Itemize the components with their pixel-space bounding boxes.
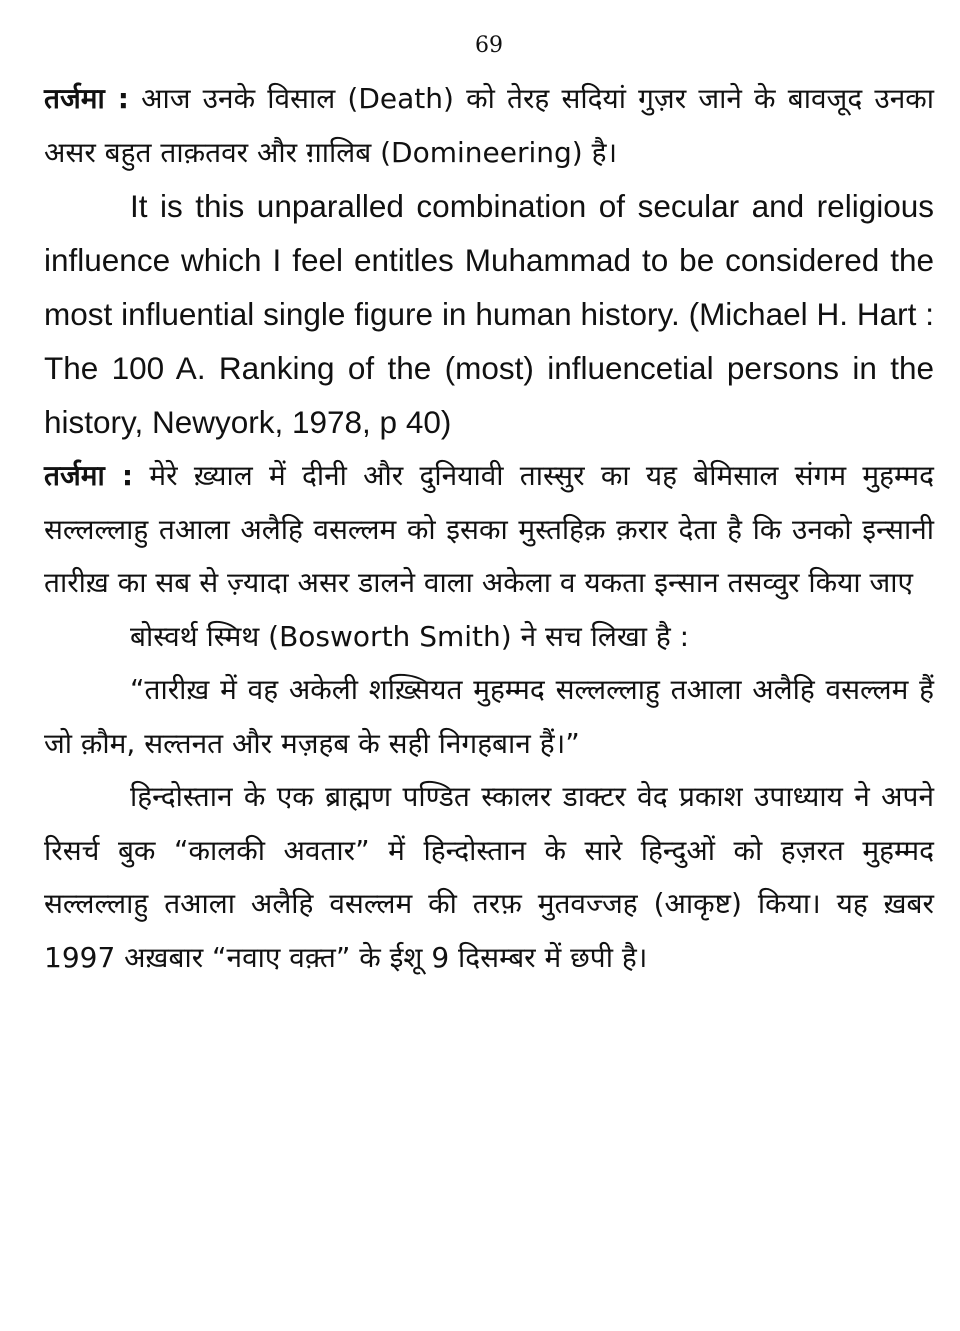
ved-prakash-paragraph: हिन्दोस्तान के एक ब्राह्मण पण्डित स्कालर डाक्टर वेद प्रकाश उपाध्याय ने अपने रिसर्च बुक “कालकी अवतार” में हिन्दोस्तान के सारे हिन्दुओं को हज़रत मुहम्मद सल्लल्लाहु तआला अलैहि वसल्लम की तरफ़ मुतवज्जह (आकृष्ट) किया। यह ख़बर 1997 अख़बार “नवाए वक़्त” के ईशू 9 दिसम्बर में छपी है।: [44, 780, 934, 974]
translation-text: आज उनके विसाल (Death) को तेरह सदियां गुज़र जाने के बावजूद उनका असर बहुत ताक़तवर और ग़ालिब (Domineering) है।: [44, 82, 934, 169]
translation-paragraph-2: [44, 449, 934, 610]
translation-label: तर्जमा :: [44, 82, 129, 115]
english-quote-paragraph: It is this unparalled combination of secular and religious influence which I feel entitles Muhammad to be considered the most influential single figure in human history. (Michael H. Hart : The 100 A. Ranking of the (most) influencetial persons in the history, Newyork, 1978, p 40): [44, 188, 934, 440]
page-number: 69: [475, 33, 503, 58]
translation-text: मेरे ख़्याल में दीनी और दुनियावी तास्सुर का यह बेमिसाल संगम मुहम्मद सल्लल्लाहु तआला अलैहि वसल्लम को इसका मुस्तहिक़ क़रार देता है कि उनको इन्सानी तारीख़ का सब से ज़्यादा असर डालने वाला अकेला व यकता इन्सान तसव्वुर किया जाए: [44, 459, 934, 599]
bosworth-quote: “तारीख़ में वह अकेली शख़्सियत मुहम्मद सल्लल्लाहु तआला अलैहि वसल्लम हैं जो क़ौम, सल्तनत और मज़हब के सही निगहबान हैं।”: [44, 673, 934, 760]
translation-label: तर्जमा :: [44, 459, 134, 492]
bosworth-intro: बोस्वर्थ स्मिथ (Bosworth Smith) ने सच लिखा है :: [130, 619, 690, 653]
page: [44, 26, 934, 984]
translation-paragraph-1: [44, 72, 934, 179]
